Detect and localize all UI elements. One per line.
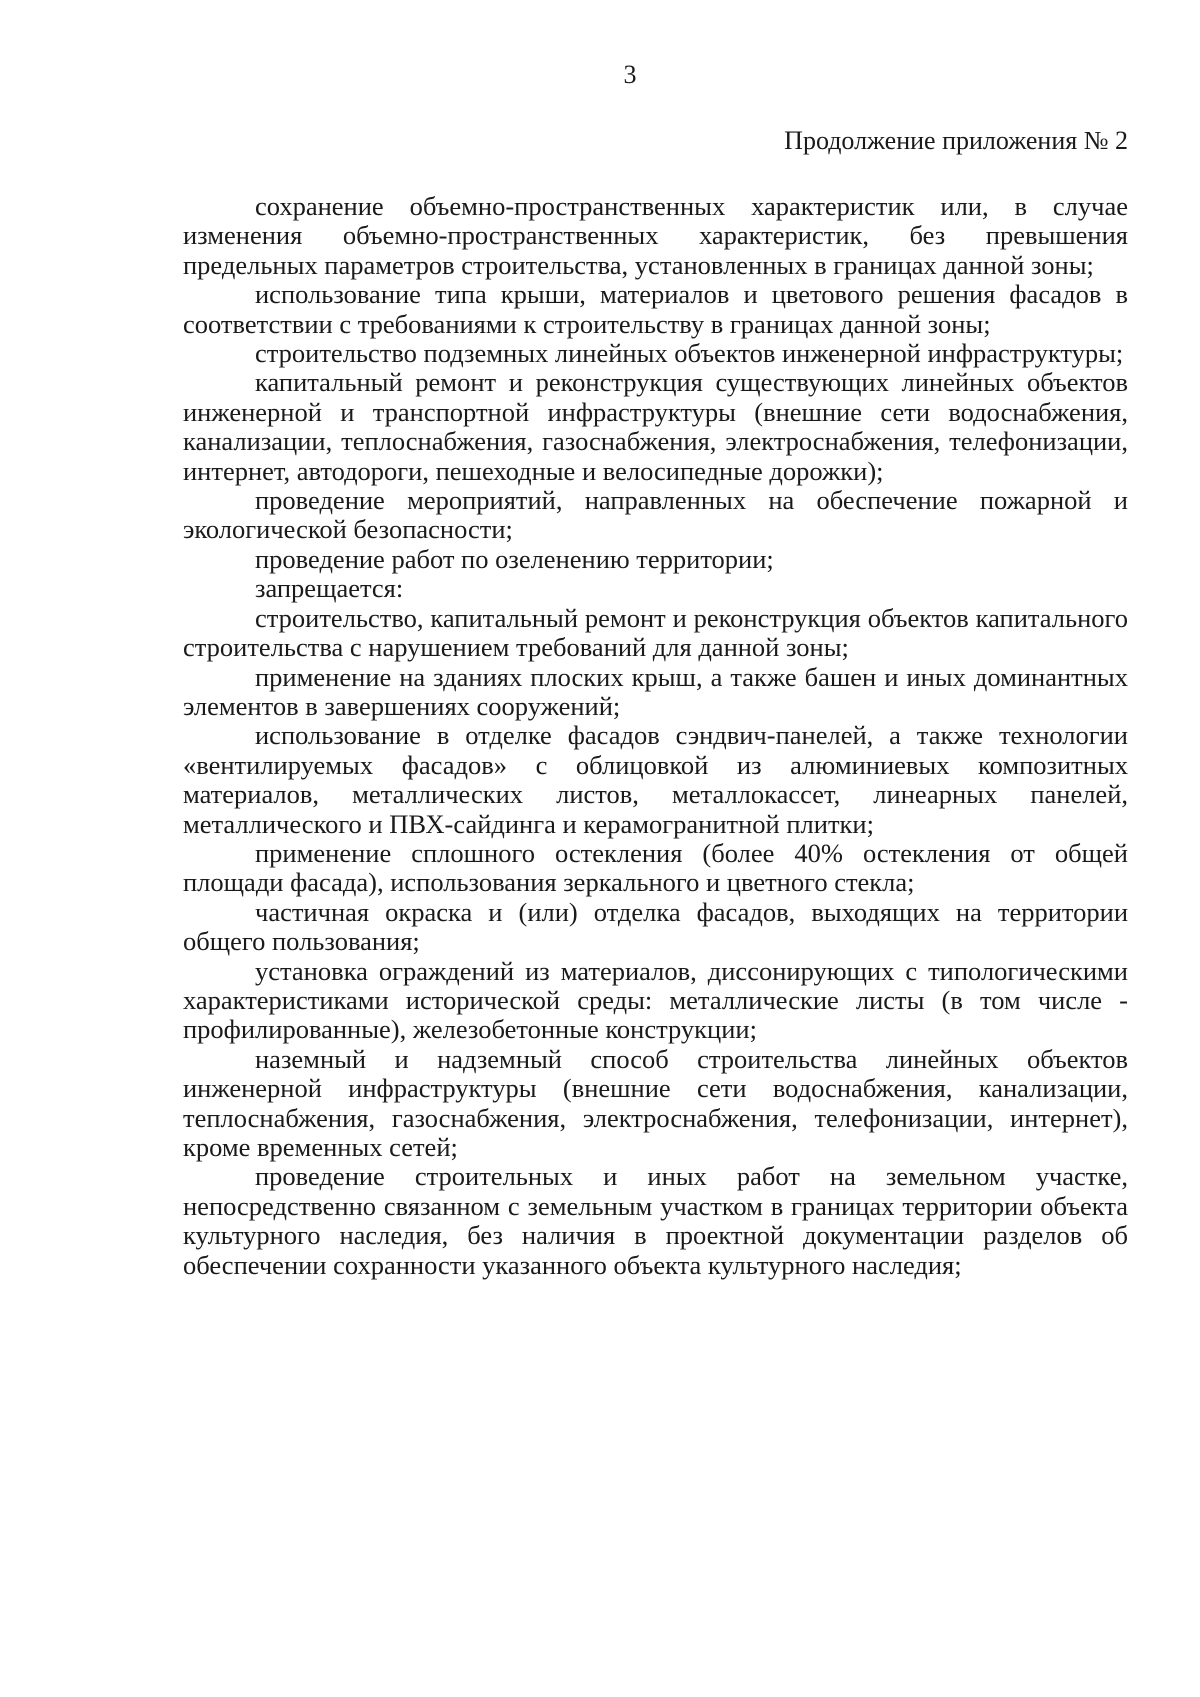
- paragraph: применение на зданиях плоских крыш, а также башен и иных доминантных элементов в завершениях сооружений;: [183, 661, 1128, 721]
- paragraph: использование в отделке фасадов сэндвич-панелей, а также технологии «вентилируемых фасадов» с облицовкой из алюминиевых композитных материалов, металлических листов, металлокассет, линеарных панелей, металлического и ПВХ-сайдинга и керамогранитной плитки;: [183, 720, 1128, 839]
- paragraph: установка ограждений из материалов, диссонирующих с типологическими характеристиками исторической среды: металлические листы (в том числе - профилированные), железобетонные конструкции;: [183, 955, 1128, 1045]
- paragraph: проведение работ по озеленению территории;: [255, 543, 774, 574]
- paragraph: использование типа крыши, материалов и цветового решения фасадов в соответствии с требованиями к строительству в границах данной зоны;: [183, 279, 1128, 339]
- paragraph: применение сплошного остекления (более 40% остекления от общей площади фасада), использования зеркального и цветного стекла;: [183, 837, 1128, 898]
- paragraph: строительство, капитальный ремонт и реконструкция объектов капитального строительства с нарушением требований для данной зоны;: [183, 602, 1128, 663]
- paragraph: строительство подземных линейных объектов инженерной инфраструктуры;: [255, 338, 1124, 369]
- paragraph: запрещается:: [255, 573, 404, 604]
- paragraph: проведение строительных и иных работ на земельном участке, непосредственно связанном с земельным участком в границах территории объекта культурного наследия, без наличия в проектной документации разделов об обеспечении сохранности указанного объекта культурного наследия;: [183, 1161, 1128, 1280]
- paragraph: частичная окраска и (или) отделка фасадов, выходящих на территории общего пользования;: [183, 896, 1128, 957]
- paragraph: сохранение объемно-пространственных характеристик или, в случае изменения объемно-пространственных характеристик, без превышения предельных параметров строительства, установленных в границах данной зоны;: [183, 191, 1128, 280]
- appendix-heading: Продолжение приложения № 2: [784, 126, 1128, 155]
- paragraph: проведение мероприятий, направленных на обеспечение пожарной и экологической безопасности;: [183, 485, 1128, 545]
- paragraph: капитальный ремонт и реконструкция существующих линейных объектов инженерной и транспортной инфраструктуры (внешние сети водоснабжения, канализации, теплоснабжения, газоснабжения, электроснабжения, телефонизации, интернет, автодороги, пешеходные и велосипедные дорожки);: [183, 367, 1128, 486]
- page-number: 3: [623, 60, 637, 89]
- paragraph: наземный и надземный способ строительства линейных объектов инженерной инфраструктуры (внешние сети водоснабжения, канализации, теплоснабжения, газоснабжения, электроснабжения, телефонизации, интернет), кроме временных сетей;: [183, 1043, 1128, 1162]
- document-body: [183, 192, 1128, 1280]
